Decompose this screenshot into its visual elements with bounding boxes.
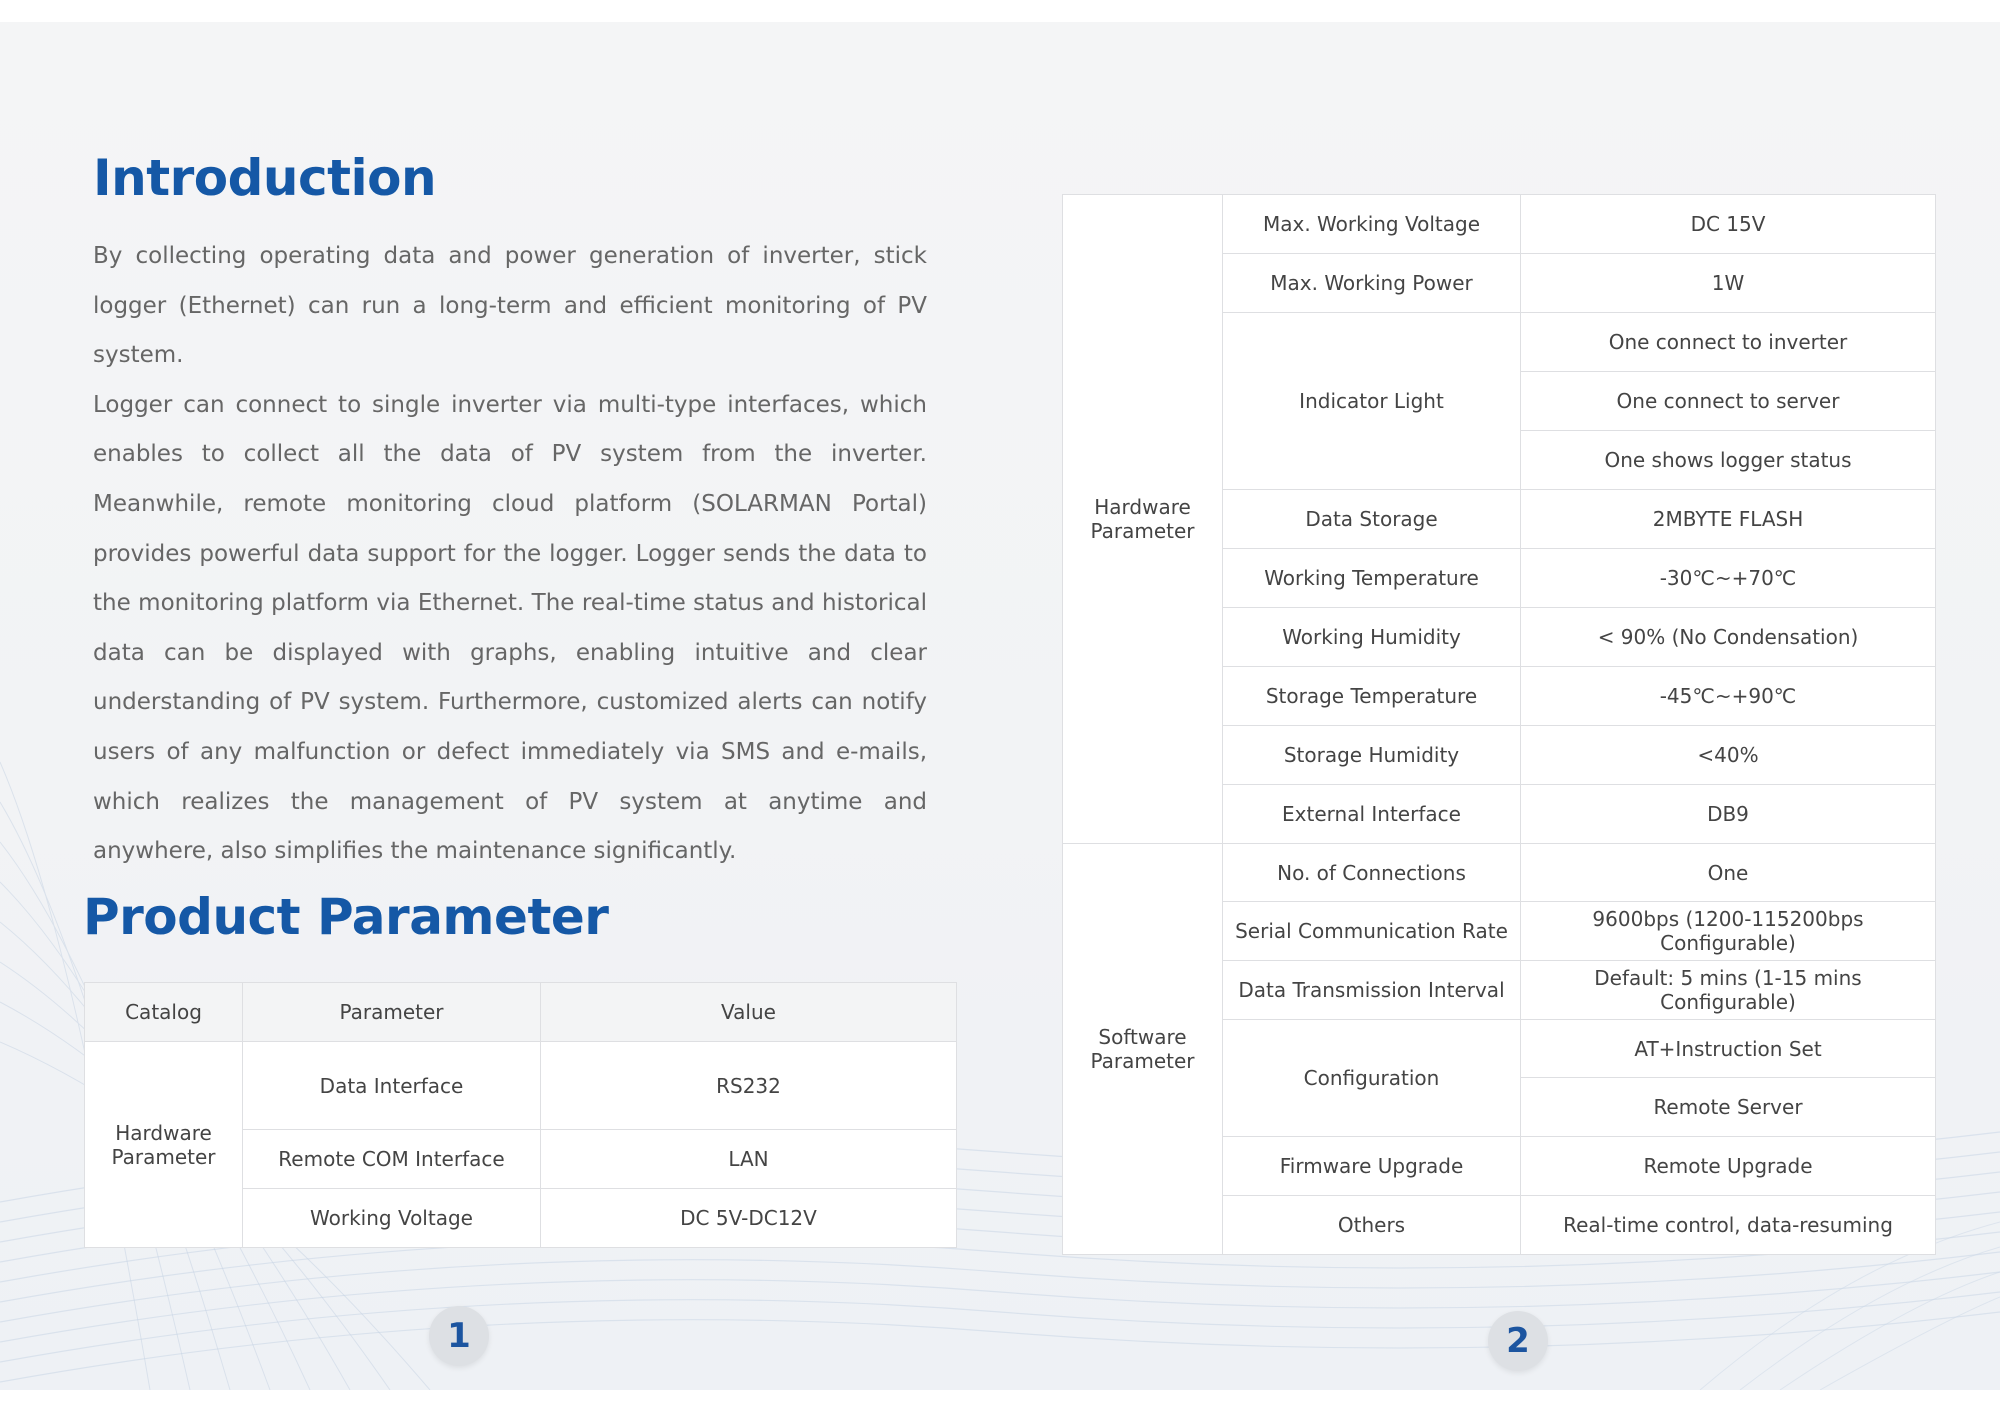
value-cell: RS232 <box>541 1042 957 1130</box>
column-header-parameter: Parameter <box>243 983 541 1042</box>
value-cell: LAN <box>541 1130 957 1189</box>
parameter-cell: Storage Temperature <box>1223 667 1521 726</box>
catalog-cell-hardware: Hardware Parameter <box>1063 195 1223 844</box>
parameter-cell: Data Storage <box>1223 490 1521 549</box>
introduction-paragraph: By collecting operating data and power generation of inverter, stick logger (Ethernet) can run a long-term and efficient monitoring of PV system. <box>93 243 927 369</box>
page-number-badge: 2 <box>1488 1311 1548 1371</box>
value-cell: 1W <box>1521 254 1936 313</box>
parameter-cell: Working Humidity <box>1223 608 1521 667</box>
product-parameter-table-2 <box>1062 194 1936 1255</box>
column-header-catalog: Catalog <box>85 983 243 1042</box>
catalog-cell-software: Software Parameter <box>1063 844 1223 1255</box>
value-cell: -30℃~+70℃ <box>1521 549 1936 608</box>
value-cell: DC 5V-DC12V <box>541 1189 957 1248</box>
parameter-cell: Storage Humidity <box>1223 726 1521 785</box>
parameter-cell: Data Interface <box>243 1042 541 1130</box>
value-cell: < 90% (No Condensation) <box>1521 608 1936 667</box>
introduction-body <box>93 232 927 877</box>
table-row <box>85 1042 957 1130</box>
value-cell: DC 15V <box>1521 195 1936 254</box>
parameter-cell: Working Temperature <box>1223 549 1521 608</box>
column-header-value: Value <box>541 983 957 1042</box>
introduction-heading: Introduction <box>93 149 437 207</box>
value-cell: One connect to server <box>1521 372 1936 431</box>
parameter-cell: External Interface <box>1223 785 1521 844</box>
parameter-cell: Indicator Light <box>1223 313 1521 490</box>
parameter-cell: Remote COM Interface <box>243 1130 541 1189</box>
value-cell: -45℃~+90℃ <box>1521 667 1936 726</box>
table-row <box>1063 195 1936 254</box>
value-cell: Remote Server <box>1521 1078 1936 1137</box>
parameter-cell: Others <box>1223 1196 1521 1255</box>
parameter-cell: Max. Working Power <box>1223 254 1521 313</box>
parameter-cell: Max. Working Voltage <box>1223 195 1521 254</box>
value-cell: One <box>1521 844 1936 902</box>
value-cell: One connect to inverter <box>1521 313 1936 372</box>
product-parameter-table-1 <box>84 982 957 1248</box>
product-parameter-heading: Product Parameter <box>83 888 609 946</box>
catalog-cell-hardware: Hardware Parameter <box>85 1042 243 1248</box>
value-cell: <40% <box>1521 726 1936 785</box>
value-cell: 2MBYTE FLASH <box>1521 490 1936 549</box>
value-cell: One shows logger status <box>1521 431 1936 490</box>
parameter-cell: Data Transmission Interval <box>1223 961 1521 1020</box>
page-number-badge: 1 <box>429 1306 489 1366</box>
value-cell: DB9 <box>1521 785 1936 844</box>
parameter-cell: Serial Communication Rate <box>1223 902 1521 961</box>
value-cell: Remote Upgrade <box>1521 1137 1936 1196</box>
parameter-cell: Firmware Upgrade <box>1223 1137 1521 1196</box>
value-cell: 9600bps (1200-115200bps Configurable) <box>1521 902 1936 961</box>
table-row <box>1063 844 1936 902</box>
parameter-cell: No. of Connections <box>1223 844 1521 902</box>
parameter-cell: Working Voltage <box>243 1189 541 1248</box>
introduction-paragraph: Logger can connect to single inverter via multi-type interfaces, which enables to collect all the data of PV system from the inverter. Meanwhile, remote monitoring cloud platform (SOLARMAN Portal) provides powerful data support for the logger. Logger sends the data to the monitoring platform via Ethernet. The real-time status and historical data can be displayed with graphs, enabling intuitive and clear understanding of PV system. Furthermore, customized alerts can notify users of any malfunction or defect immediately via SMS and e-mails, which realizes the management of PV system at anytime and anywhere, also simplifies the maintenance significantly. <box>93 391 927 865</box>
value-cell: Real-time control, data-resuming <box>1521 1196 1936 1255</box>
table-header-row <box>85 983 957 1042</box>
parameter-cell: Configuration <box>1223 1020 1521 1137</box>
value-cell: AT+Instruction Set <box>1521 1020 1936 1078</box>
value-cell: Default: 5 mins (1-15 mins Configurable) <box>1521 961 1936 1020</box>
